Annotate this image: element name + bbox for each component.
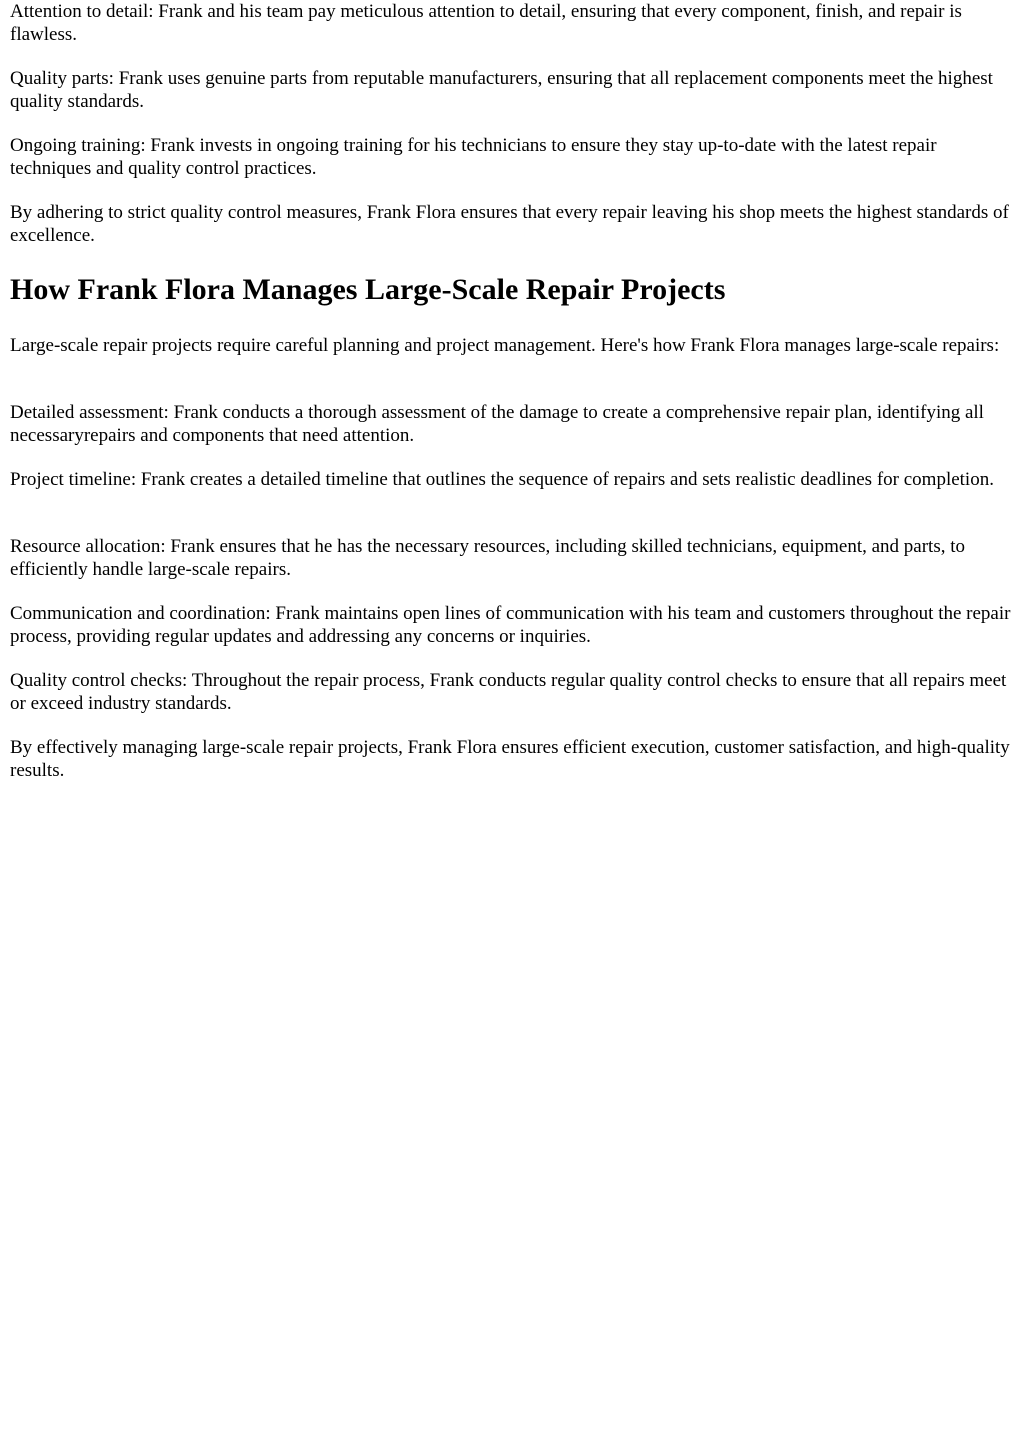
paragraph-attention-to-detail: Attention to detail: Frank and his team pay meticulous attention to detail, ensuring that every component, finish, and repair is flawless.: [10, 1, 962, 45]
paragraph-detailed-assessment: Detailed assessment: Frank conducts a thorough assessment of the damage to create a comprehensive repair plan, identifying all necessaryrepairs and components that need attention.: [10, 402, 984, 446]
paragraph-quality-control-summary: By adhering to strict quality control measures, Frank Flora ensures that every repair leaving his shop meets the highest standards of excellence.: [10, 202, 1009, 246]
paragraph-large-scale-summary: By effectively managing large-scale repair projects, Frank Flora ensures efficient execution, customer satisfaction, and high-quality results.: [10, 737, 1010, 781]
paragraph-quality-parts: Quality parts: Frank uses genuine parts from reputable manufacturers, ensuring that all replacement components meet the highest quality standards.: [10, 68, 993, 112]
paragraph-resource-allocation: Resource allocation: Frank ensures that he has the necessary resources, including skilled technicians, equipment, and parts, to efficiently handle large-scale repairs.: [10, 536, 965, 580]
paragraph-project-timeline: Project timeline: Frank creates a detailed timeline that outlines the sequence of repairs and sets realistic deadlines for completion.: [10, 469, 994, 490]
paragraph-large-scale-intro: Large-scale repair projects require careful planning and project management. Here's how Frank Flora manages large-scale repairs:: [10, 335, 1000, 356]
section-heading: How Frank Flora Manages Large-Scale Repair Projects: [10, 273, 726, 306]
paragraph-ongoing-training: Ongoing training: Frank invests in ongoing training for his technicians to ensure they stay up-to-date with the latest repair techniques and quality control practices.: [10, 135, 937, 179]
paragraph-communication-coordination: Communication and coordination: Frank maintains open lines of communication with his team and customers throughout the repair process, providing regular updates and addressing any concerns or inquiries.: [10, 603, 1011, 647]
paragraph-quality-control-checks: Quality control checks: Throughout the repair process, Frank conducts regular quality control checks to ensure that all repairs meet or exceed industry standards.: [10, 670, 1007, 714]
